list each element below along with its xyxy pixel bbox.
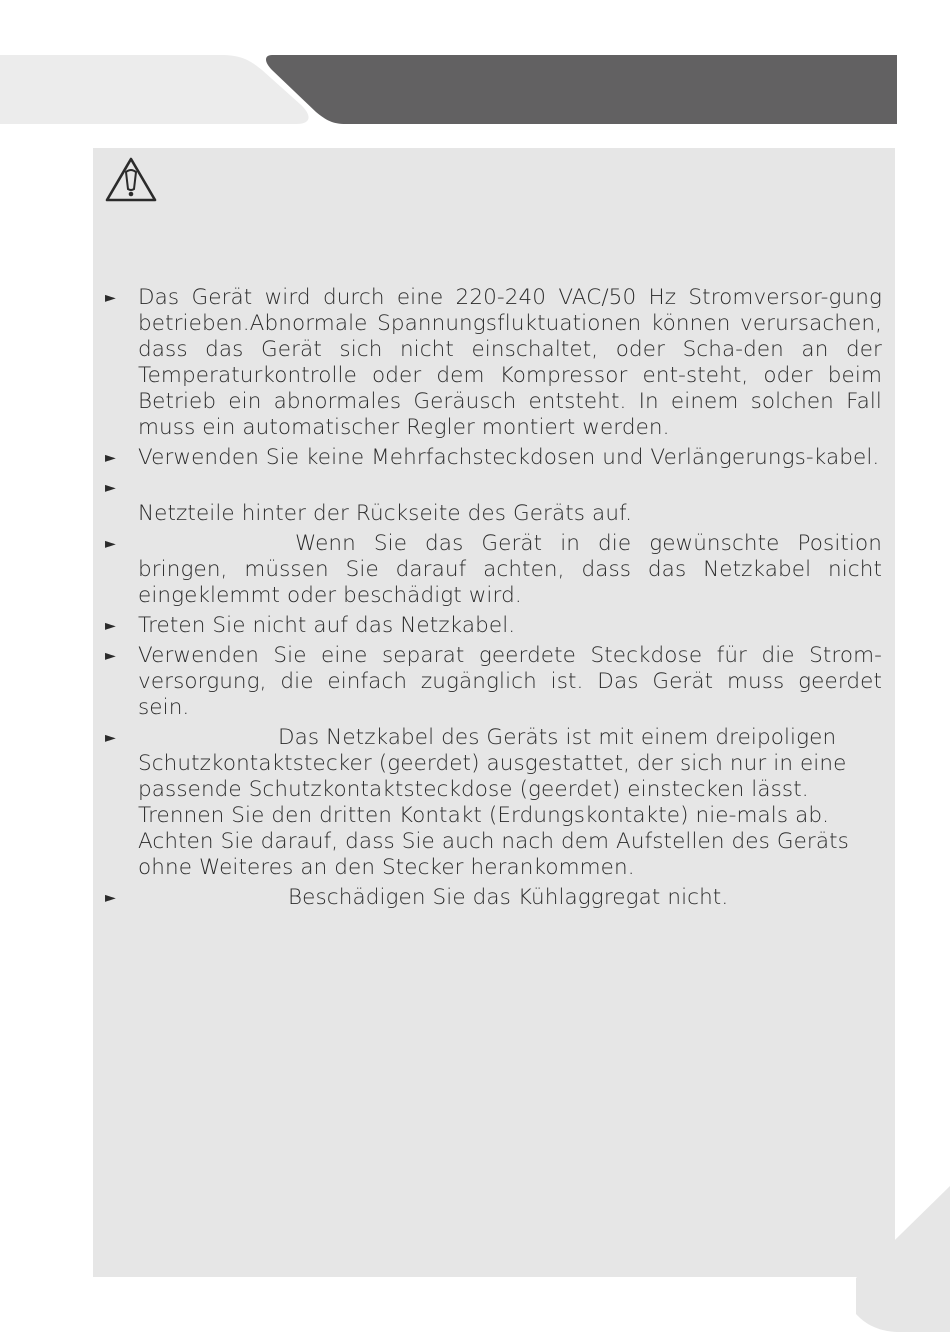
header-tab-light	[0, 55, 309, 124]
item-text: Das Gerät wird durch eine 220-240 VAC/50 Hz Stromversor-gung betrieben.Abnormale Spannungsfluktuationen können verursachen, dass das Gerät sich nicht einschaltet, oder Scha-den an der Temperaturkontrolle oder dem Kompressor ent-steht, oder beim Betrieb ein abnormales Geräusch entsteht. In einem solchen Fall muss ein automatischer Regler montiert werden.	[138, 285, 882, 440]
item-text: Netzteile hinter der Rückseite des Geräts auf.	[138, 501, 633, 526]
list-item	[105, 613, 882, 639]
warning-triangle-icon	[104, 156, 158, 204]
list-item	[105, 531, 882, 609]
list-item	[105, 475, 882, 527]
triangle-bullet-icon: ►	[105, 618, 116, 634]
triangle-bullet-icon: ►	[105, 648, 116, 664]
triangle-bullet-icon: ►	[105, 730, 116, 746]
list-item	[105, 885, 882, 911]
triangle-bullet-icon: ►	[105, 890, 116, 906]
blank-line	[138, 475, 882, 501]
item-text: Verwenden Sie eine separat geerdete Steckdose für die Strom-versorgung, die einfach zugänglich ist. Das Gerät muss geerdet sein.	[138, 643, 882, 720]
header-tab-dark	[266, 55, 897, 124]
triangle-bullet-icon: ►	[105, 290, 116, 306]
item-text	[138, 885, 882, 911]
list-item	[105, 643, 882, 721]
item-text-content: Beschädigen Sie das Kühlaggregat nicht.	[288, 885, 729, 910]
triangle-bullet-icon: ►	[105, 536, 116, 552]
item-text-content: Wenn Sie das Gerät in die gewünschte Position bringen, müssen Sie darauf achten, dass das Netzkabel nicht eingeklemmt oder beschädigt wird.	[138, 531, 882, 608]
triangle-bullet-icon: ►	[105, 480, 116, 496]
item-text: Verwenden Sie keine Mehrfachsteckdosen und Verlängerungs-kabel.	[138, 445, 880, 470]
safety-instructions-list	[105, 285, 882, 915]
item-text: Treten Sie nicht auf das Netzkabel.	[138, 613, 516, 638]
item-text-content: Das Netzkabel des Geräts ist mit einem dreipoligen Schutzkontaktstecker (geerdet) ausgestattet, der sich nur in eine passende Schutzkontaktsteckdose (geerdet) einstecken lässt. Trennen Sie den dritten Kontakt (Erdungskontakte) nie-mals ab. Achten Sie darauf, dass Sie auch nach dem Aufstellen des Geräts ohne Weiteres an den Stecker herankommen.	[138, 725, 849, 880]
item-text	[138, 531, 882, 609]
item-text	[138, 725, 882, 881]
list-item	[105, 725, 882, 881]
triangle-bullet-icon: ►	[105, 450, 116, 466]
list-item	[105, 445, 882, 471]
list-item	[105, 285, 882, 441]
